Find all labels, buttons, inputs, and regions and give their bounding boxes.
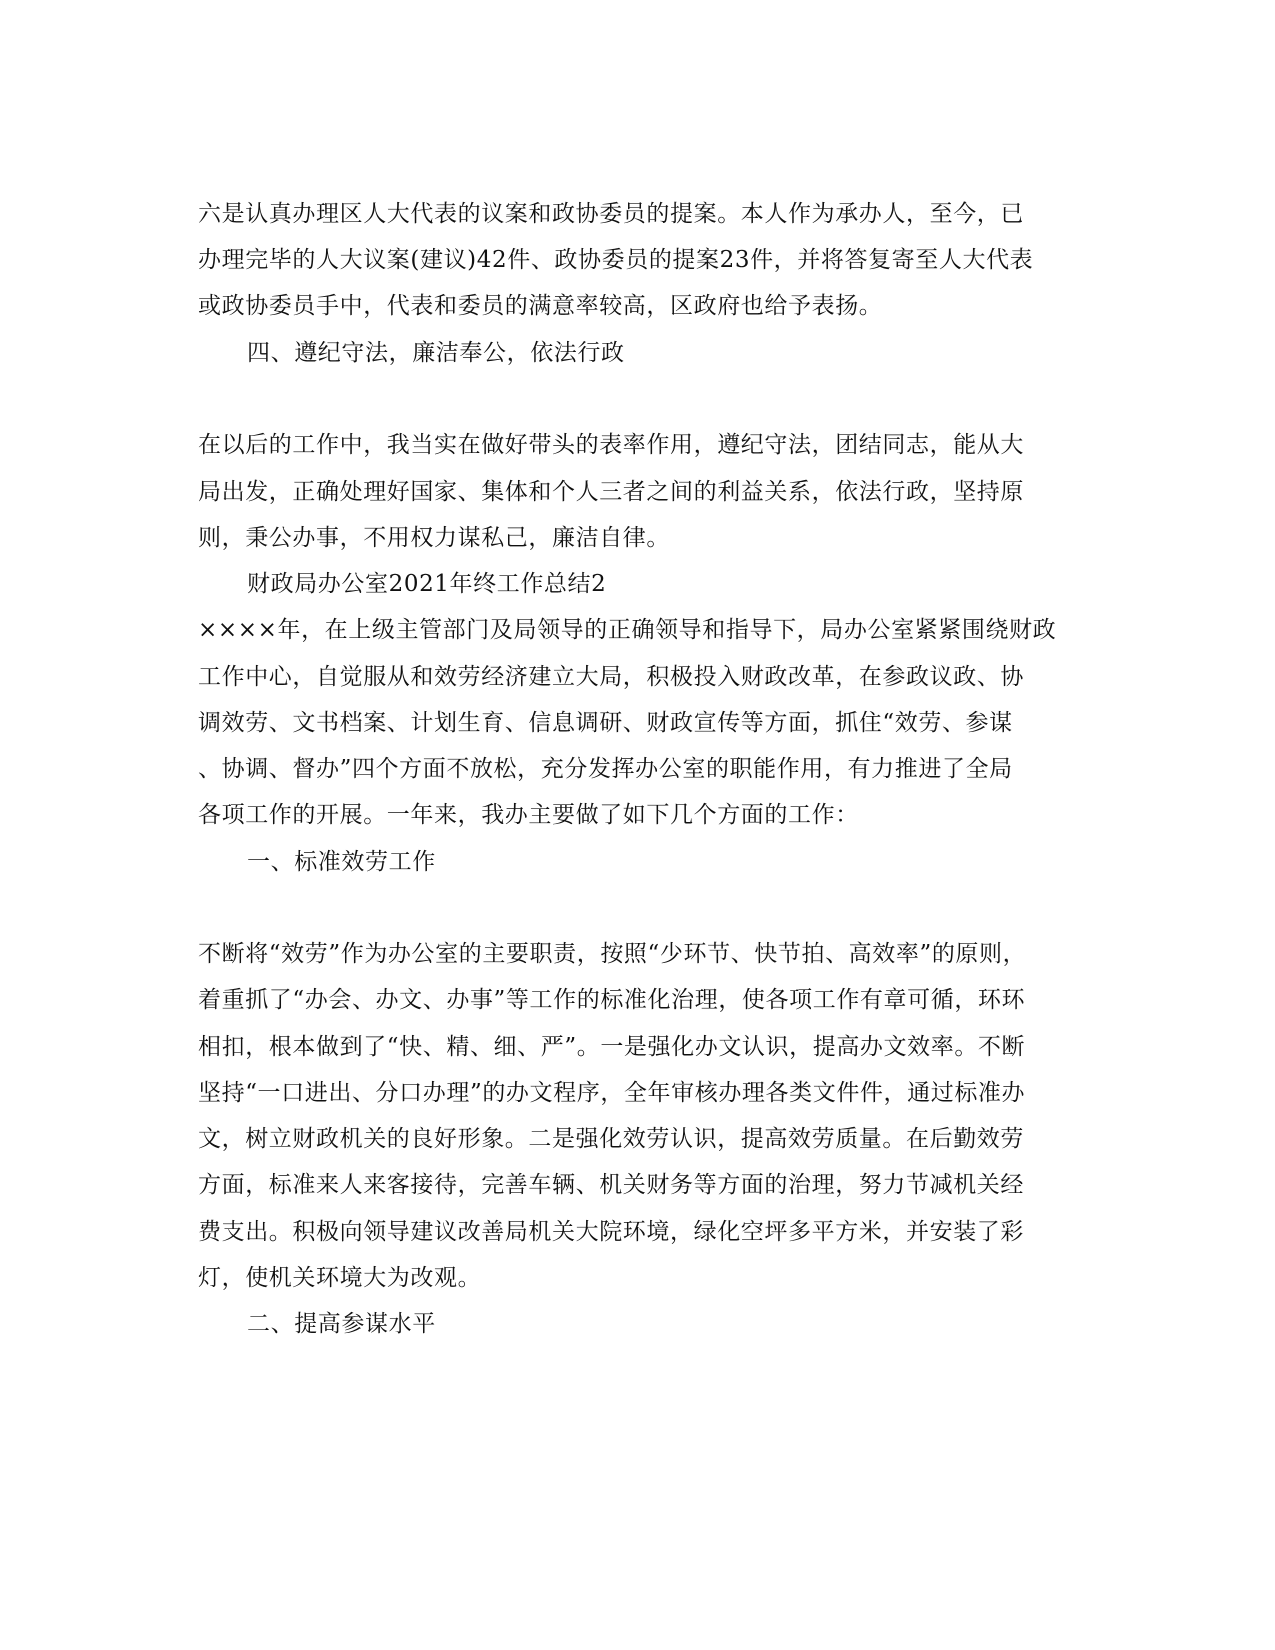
body-text-line: 坚持“一口进出、分口办理”的办文程序，全年审核办理各类文件件，通过标准办	[198, 1080, 1026, 1106]
body-text-line: 六是认真办理区人大代表的议案和政协委员的提案。本人作为承办人，至今，已	[198, 201, 1024, 227]
body-text-line: 费支出。积极向领导建议改善局机关大院环境，绿化空坪多平方米，并安装了彩	[198, 1219, 1024, 1245]
body-text-line: 着重抓了“办会、办文、办事”等工作的标准化治理，使各项工作有章可循，环环	[198, 987, 1026, 1013]
body-text-line: 灯，使机关环境大为改观。	[198, 1265, 482, 1291]
section-heading-1: 一、标准效劳工作	[247, 849, 436, 875]
body-text-line: ××××年，在上级主管部门及局领导的正确领导和指导下，局办公室紧紧围绕财政	[198, 617, 1057, 643]
body-text-line: 工作中心，自觉服从和效劳经济建立大局，积极投入财政改革，在参政议政、协	[198, 664, 1024, 690]
body-text-line: 办理完毕的人大议案(建议)42件、政协委员的提案23件，并将答复寄至人大代表	[198, 247, 1034, 273]
body-text-line: 、协调、督办”四个方面不放松，充分发挥办公室的职能作用，有力推进了全局	[198, 756, 1013, 782]
body-text-line: 则，秉公办事，不用权力谋私己，廉洁自律。	[198, 525, 670, 551]
section-heading-2: 二、提高参谋水平	[247, 1311, 436, 1337]
body-text-line: 文，树立财政机关的良好形象。二是强化效劳认识，提高效劳质量。在后勤效劳	[198, 1126, 1024, 1152]
body-text-line: 各项工作的开展。一年来，我办主要做了如下几个方面的工作：	[198, 802, 859, 828]
body-text-line: 或政协委员手中，代表和委员的满意率较高，区政府也给予表扬。	[198, 293, 883, 319]
body-text-line: 相扣，根本做到了“快、精、细、严”。一是强化办文认识，提高办文效率。不断	[198, 1034, 1026, 1060]
body-text-line: 局出发，正确处理好国家、集体和个人三者之间的利益关系，依法行政，坚持原	[198, 479, 1024, 505]
body-text-line: 调效劳、文书档案、计划生育、信息调研、财政宣传等方面，抓住“效劳、参谋	[198, 710, 1013, 736]
body-text-line: 方面，标准来人来客接待，完善车辆、机关财务等方面的治理，努力节减机关经	[198, 1172, 1024, 1198]
body-text-line: 不断将“效劳”作为办公室的主要职责，按照“少环节、快节拍、高效率”的原则，	[198, 941, 1027, 967]
section-heading-4: 四、遵纪守法，廉洁奉公，依法行政	[247, 340, 625, 366]
body-text-line: 在以后的工作中，我当实在做好带头的表率作用，遵纪守法，团结同志，能从大	[198, 432, 1024, 458]
document-title: 财政局办公室2021年终工作总结2	[247, 571, 607, 597]
